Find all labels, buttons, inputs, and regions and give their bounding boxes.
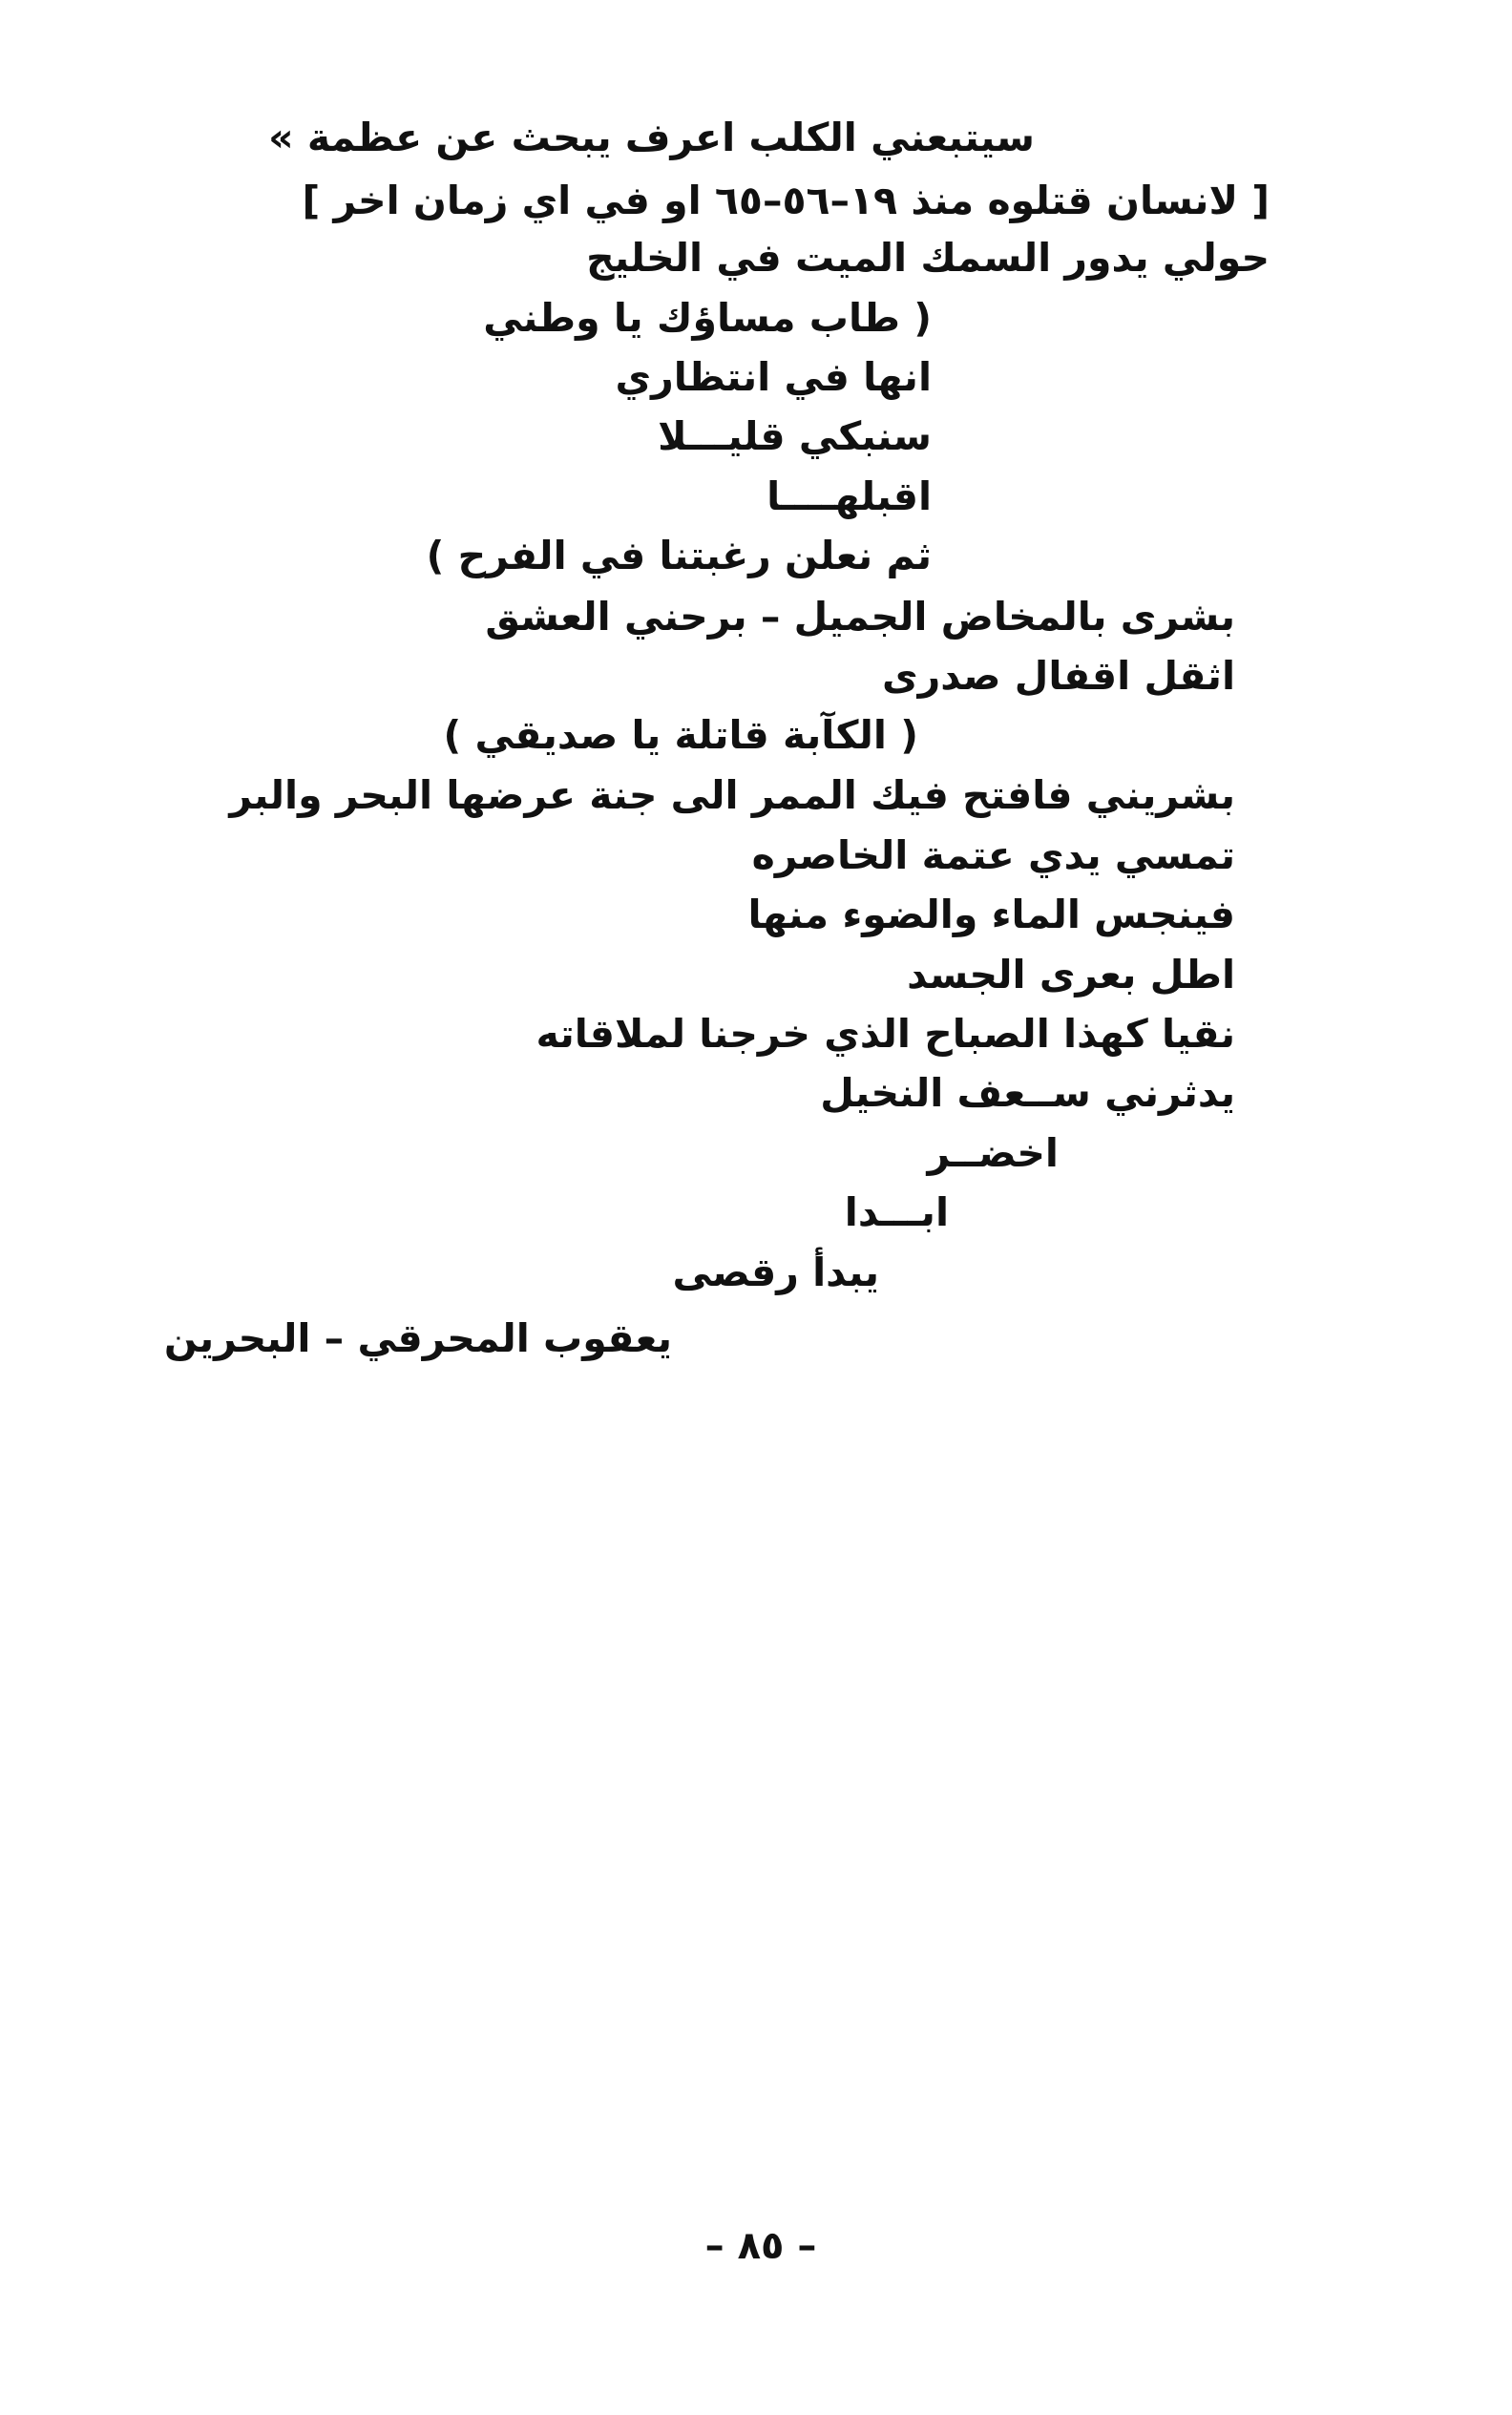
poem-line-8: ثم نعلن رغبتنا في الفرح ) bbox=[426, 533, 932, 578]
poem-line-15: اطل بعرى الجسد bbox=[907, 952, 1235, 998]
poem-line-13: تمسي يدي عتمة الخاصره bbox=[751, 832, 1235, 878]
poem-line-19: ابـــدا bbox=[844, 1189, 949, 1235]
poem-signature: يعقوب المحرقي – البحرين bbox=[163, 1315, 672, 1361]
poem-line-5: انها في انتظاري bbox=[615, 354, 932, 400]
poem-line-20: يبدأ رقصى bbox=[672, 1250, 879, 1295]
poem-line-9: بشرى بالمخاض الجميل – برحني العشق bbox=[485, 594, 1235, 640]
poem-line-16: نقيا كهذا الصباح الذي خرجنا لملاقاته bbox=[536, 1011, 1235, 1057]
poem-line-2: [ لانسان قتلوه منذ ١٩–٥٦–٦٥ او في اي زمان اخر ] bbox=[302, 178, 1270, 223]
page-number: – ٨٥ – bbox=[704, 2224, 817, 2268]
poem-line-10: اثقل اقفال صدرى bbox=[882, 653, 1235, 699]
poem-line-18: اخضــر bbox=[927, 1130, 1059, 1176]
poem-line-11: ( الكآبة قاتلة يا صديقي ) bbox=[443, 712, 918, 758]
poem-line-17: يدثرني ســعف النخيل bbox=[820, 1070, 1235, 1116]
poem-line-6: سنبكي قليـــلا bbox=[658, 413, 932, 459]
poem-line-4: ( طاب مساؤك يا وطني bbox=[483, 295, 932, 341]
poem-line-7: اقبلهــــا bbox=[766, 473, 932, 519]
poem-line-12: بشريني فافتح فيك الممر الى جنة عرضها البحر والبر bbox=[229, 772, 1235, 818]
poem-line-14: فينجس الماء والضوء منها bbox=[747, 892, 1235, 937]
poem-line-3: حولي يدور السمك الميت في الخليج bbox=[586, 235, 1270, 281]
poem-line-1: سيتبعني الكلب اعرف يبحث عن عظمة » bbox=[268, 115, 1035, 160]
